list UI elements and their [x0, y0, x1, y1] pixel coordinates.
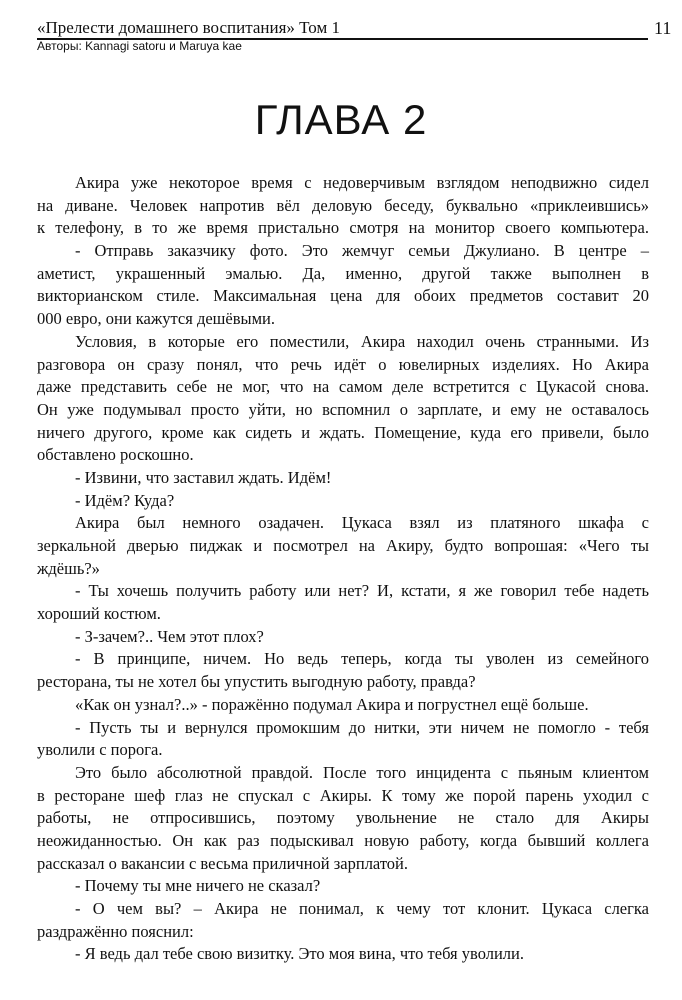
text-line: - Я ведь дал тебе свою визитку. Это моя вина, что тебя уволили. — [75, 944, 524, 964]
text-line: - Идём? Куда? — [75, 490, 175, 510]
text-line: «Как он узнал?..» - поражённо подумал Акира и погрустнел ещё больше. — [75, 694, 589, 714]
text-line: - Отправь заказчику фото. Это жемчуг семьи Джулиано. В центре – — [75, 241, 649, 261]
text-line: на диване. Человек напротив вёл деловую беседу, буквально «приклеившись» — [37, 195, 649, 215]
text-line: Он уже подумывал просто уйти, но вспомнил о зарплате, и ему не оставалось — [37, 399, 649, 419]
text-line: - Ты хочешь получить работу или нет? И, кстати, я же говорил тебе надеть — [75, 581, 649, 601]
authors-line: Авторы: Kannagi satoru и Maruya kae — [37, 39, 242, 53]
page-number: 11 — [654, 18, 672, 38]
text-line: Это было абсолютной правдой. После того инцидента с пьяным клиентом — [75, 762, 649, 782]
book-title: «Прелести домашнего воспитания» Том 1 — [37, 18, 340, 37]
text-line: Акира был немного озадачен. Цукаса взял из платяного шкафа с — [75, 513, 649, 533]
text-line: - В принципе, ничем. Но ведь теперь, когда ты уволен из семейного — [75, 649, 649, 669]
text-line: ждёшь?» — [37, 558, 100, 578]
text-line: викторианском стиле. Максимальная цена для обоих предметов составит 20 — [37, 286, 649, 306]
text-line: обставлено роскошно. — [37, 445, 194, 465]
text-line: даже представить себе не мог, что на самом деле встретится с Цукасой снова. — [37, 377, 649, 397]
text-line: рассказал о вакансии с весьма приличной зарплатой. — [37, 853, 409, 873]
body-text — [37, 172, 649, 966]
text-line: работы, не отпросившись, поэтому увольнение не стало для Акиры — [37, 808, 649, 828]
text-line: Акира уже некоторое время с недоверчивым взглядом неподвижно сидел — [75, 173, 649, 192]
chapter-title: ГЛАВА 2 — [254, 96, 428, 143]
text-line: ресторана, ты не хотел бы упустить выгодную работу, правда? — [37, 672, 476, 692]
text-line: аметист, украшенный эмалью. Да, именно, другой также выполнен в — [37, 263, 649, 283]
text-line: - Пусть ты и вернулся промокшим до нитки, эти ничем не помогло - тебя — [75, 717, 649, 737]
text-line: уволили с порога. — [37, 740, 163, 760]
text-line: - Извини, что заставил ждать. Идём! — [75, 467, 332, 487]
text-line: неожиданностью. Он как раз подыскивал новую работу, когда бывший коллега — [37, 830, 649, 850]
text-line: раздражённо пояснил: — [37, 921, 194, 941]
text-line: Условия, в которые его поместили, Акира находил очень странными. Из — [75, 331, 649, 351]
text-line: ничего другого, кроме как сидеть и ждать. Помещение, куда его привели, было — [37, 422, 649, 442]
text-line: к телефону, в то же время пристально смотря на монитор своего компьютера. — [37, 218, 649, 238]
text-line: зеркальной дверью пиджак и посмотрел на Акиру, будто вопрошая: «Чего ты — [37, 536, 649, 555]
text-line: разговора он сразу понял, что речь идёт о ювелирных изделиях. Но Акира — [37, 354, 649, 374]
text-line: в ресторане шеф глаз не спускал с Акиры. К тому же порой парень уходил с — [37, 785, 649, 805]
text-line: - Почему ты мне ничего не сказал? — [75, 876, 321, 896]
text-line: хороший костюм. — [37, 604, 161, 624]
text-line: 000 евро, они кажутся дешёвыми. — [37, 309, 275, 329]
text-line: - З-зачем?.. Чем этот плох? — [75, 626, 264, 646]
text-line: - О чем вы? – Акира не понимал, к чему тот клонит. Цукаса слегка — [75, 899, 649, 918]
